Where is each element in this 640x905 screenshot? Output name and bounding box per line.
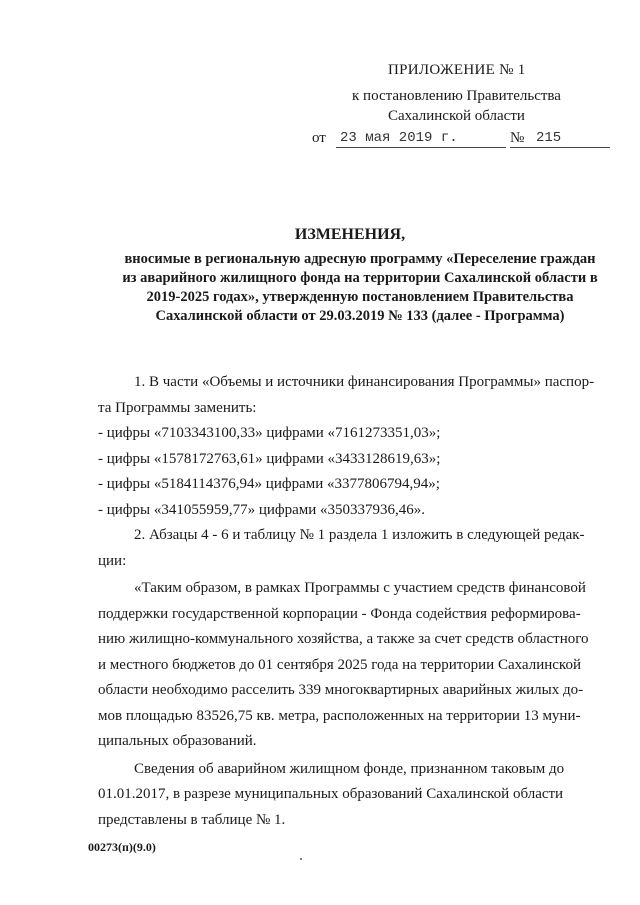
paragraph-3-line: мов площадью 83526,75 кв. метра, расположенных на территории 13 муни- [98,707,581,724]
paragraph-3-line: поддержки государственной корпорации - Фонда содействия реформирова- [98,605,581,622]
subtitle-line: вносимые в региональную адресную программу «Переселение граждан [124,251,596,267]
date-underline [336,147,506,148]
paragraph-3-line: и местного бюджетов до 01 сентября 2025 года на территории Сахалинской [98,656,581,673]
paragraph-2-line: ции: [98,552,127,569]
document-body [98,370,603,833]
paragraph-4-line: Сведения об аварийном жилищном фонде, признанном таковым до [134,760,565,777]
list-item: - цифры «7103343100,33» цифрами «7161273351,03»; [98,425,441,441]
list-item: - цифры «1578172763,61» цифрами «3433128619,63»; [98,450,441,467]
paragraph-1-line: та Программы заменить: [98,399,257,416]
number-prefix: № [510,130,525,146]
paragraph-4-line: 01.01.2017, в разрезе муниципальных образований Сахалинской области [98,786,564,802]
paragraph-4-line: представлены в таблице № 1. [98,811,286,828]
paragraph-3-line: нию жилищно-коммунального хозяйства, а также за счет средств областного [98,631,589,647]
number-underline [510,147,610,148]
appendix-title: ПРИЛОЖЕНИЕ № 1 [388,62,526,78]
date-number-line [312,128,612,150]
region-name: Сахалинской области [388,108,525,124]
paragraph-2-line: 2. Абзацы 4 - 6 и таблицу № 1 раздела 1 изложить в следующей редак- [134,527,585,543]
scan-dot [300,858,302,860]
paragraph-1-line: 1. В части «Объемы и источники финансирования Программы» паспор- [134,374,595,390]
paragraph-3-line: области необходимо расселить 339 многоквартирных аварийных жилых до- [98,682,584,698]
subtitle-line: Сахалинской области от 29.03.2019 № 133 (далее - Программа) [155,308,565,324]
document-title: ИЗМЕНЕНИЯ, [294,226,406,243]
resolution-date: 23 мая 2019 г. [340,130,458,146]
paragraph-3-line: ципальных образований. [98,733,257,749]
list-item: - цифры «341055959,77» цифрами «350337936,46». [98,501,426,518]
document-subtitle [100,250,620,326]
subtitle-line: 2019-2025 годах», утвержденную постановлением Правительства [146,289,574,305]
document-code: 00273(п)(9.0) [88,840,156,854]
paragraph-3-line: «Таким образом, в рамках Программы с участием средств финансовой [134,580,586,596]
resolution-number: 215 [536,130,562,146]
subtitle-line: из аварийного жилищного фонда на территории Сахалинской области в [122,270,598,286]
date-prefix: от [312,130,326,146]
resolution-reference: к постановлению Правительства [352,88,561,104]
list-item: - цифры «5184114376,94» цифрами «3377806794,94»; [98,476,440,492]
